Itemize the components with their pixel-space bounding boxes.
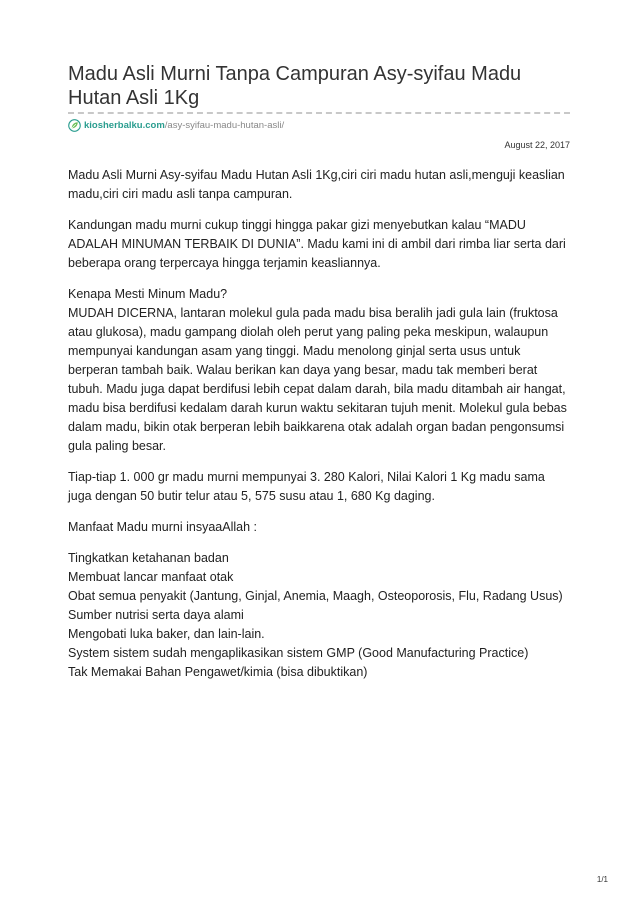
paragraph-mudah-dicerna: MUDAH DICERNA, lantaran molekul gula pada madu bisa beralih jadi gula lain (fruktosa atau glukosa), madu gampang diolah oleh perut yang paling peka meskipun, walaupun mempunyai kandungan asam yang tinggi. Madu menolong ginjal serta usus untuk berperan tambah baik. Walau berikan kan daya yang besar, madu tak memberi berat tubuh. Madu juga dapat berdifusi lebih cepat dalam darah, bila madu ditambah air hangat, madu bisa berdifusi kedalam darah kurun waktu sekitaran tujuh menit. Molekul gula bebas dalam madu, bikin otak berperan lebih baikkarena otak adalah organ badan pengonsumsi gula paling besar. bbox=[68, 306, 567, 453]
list-item: Tingkatkan ketahanan badan bbox=[68, 551, 229, 565]
leaf-logo-icon bbox=[68, 119, 81, 132]
title-divider bbox=[68, 112, 570, 114]
source-path[interactable]: /asy-syifau-madu-hutan-asli/ bbox=[164, 119, 285, 131]
paragraph-intro: Madu Asli Murni Asy-syifau Madu Hutan Asli 1Kg,ciri ciri madu hutan asli,menguji keaslian madu,ciri ciri madu asli tanpa campuran. bbox=[68, 168, 565, 201]
page-title: Madu Asli Murni Tanpa Campuran Asy-syifau Madu Hutan Asli 1Kg bbox=[68, 63, 522, 109]
list-item: Membuat lancar manfaat otak bbox=[68, 570, 234, 584]
source-domain[interactable]: kiosherbalku.com bbox=[84, 119, 165, 131]
publish-date: August 22, 2017 bbox=[504, 140, 570, 150]
article-body bbox=[68, 166, 570, 694]
list-item: System sistem sudah mengaplikasikan sistem GMP (Good Manufacturing Practice) bbox=[68, 646, 529, 660]
source-link[interactable] bbox=[68, 118, 284, 132]
list-item: Tak Memakai Bahan Pengawet/kimia (bisa dibuktikan) bbox=[68, 665, 368, 679]
paragraph-kandungan: Kandungan madu murni cukup tinggi hingga pakar gizi menyebutkan kalau “MADU ADALAH MINUMAN TERBAIK DI DUNIA”. Madu kami ini di ambil dari rimba liar serta dari beberapa orang terpercaya hingga terjamin keasliannya. bbox=[68, 218, 566, 270]
paragraph-kalori: Tiap-tiap 1. 000 gr madu murni mempunyai 3. 280 Kalori, Nilai Kalori 1 Kg madu sama juga dengan 50 butir telur atau 5, 575 susu atau 1, 680 Kg daging. bbox=[68, 470, 545, 503]
page-number: 1/1 bbox=[596, 875, 608, 884]
benefit-list bbox=[68, 549, 570, 682]
paragraph-kenapa bbox=[68, 285, 570, 456]
list-item: Sumber nutrisi serta daya alami bbox=[68, 608, 244, 622]
section-heading: Kenapa Mesti Minum Madu? bbox=[68, 287, 228, 301]
list-item: Obat semua penyakit (Jantung, Ginjal, Anemia, Maagh, Osteoporosis, Flu, Radang Usus) bbox=[68, 589, 563, 603]
paragraph-manfaat: Manfaat Madu murni insyaaAllah : bbox=[68, 520, 257, 534]
list-item: Mengobati luka baker, dan lain-lain. bbox=[68, 627, 265, 641]
